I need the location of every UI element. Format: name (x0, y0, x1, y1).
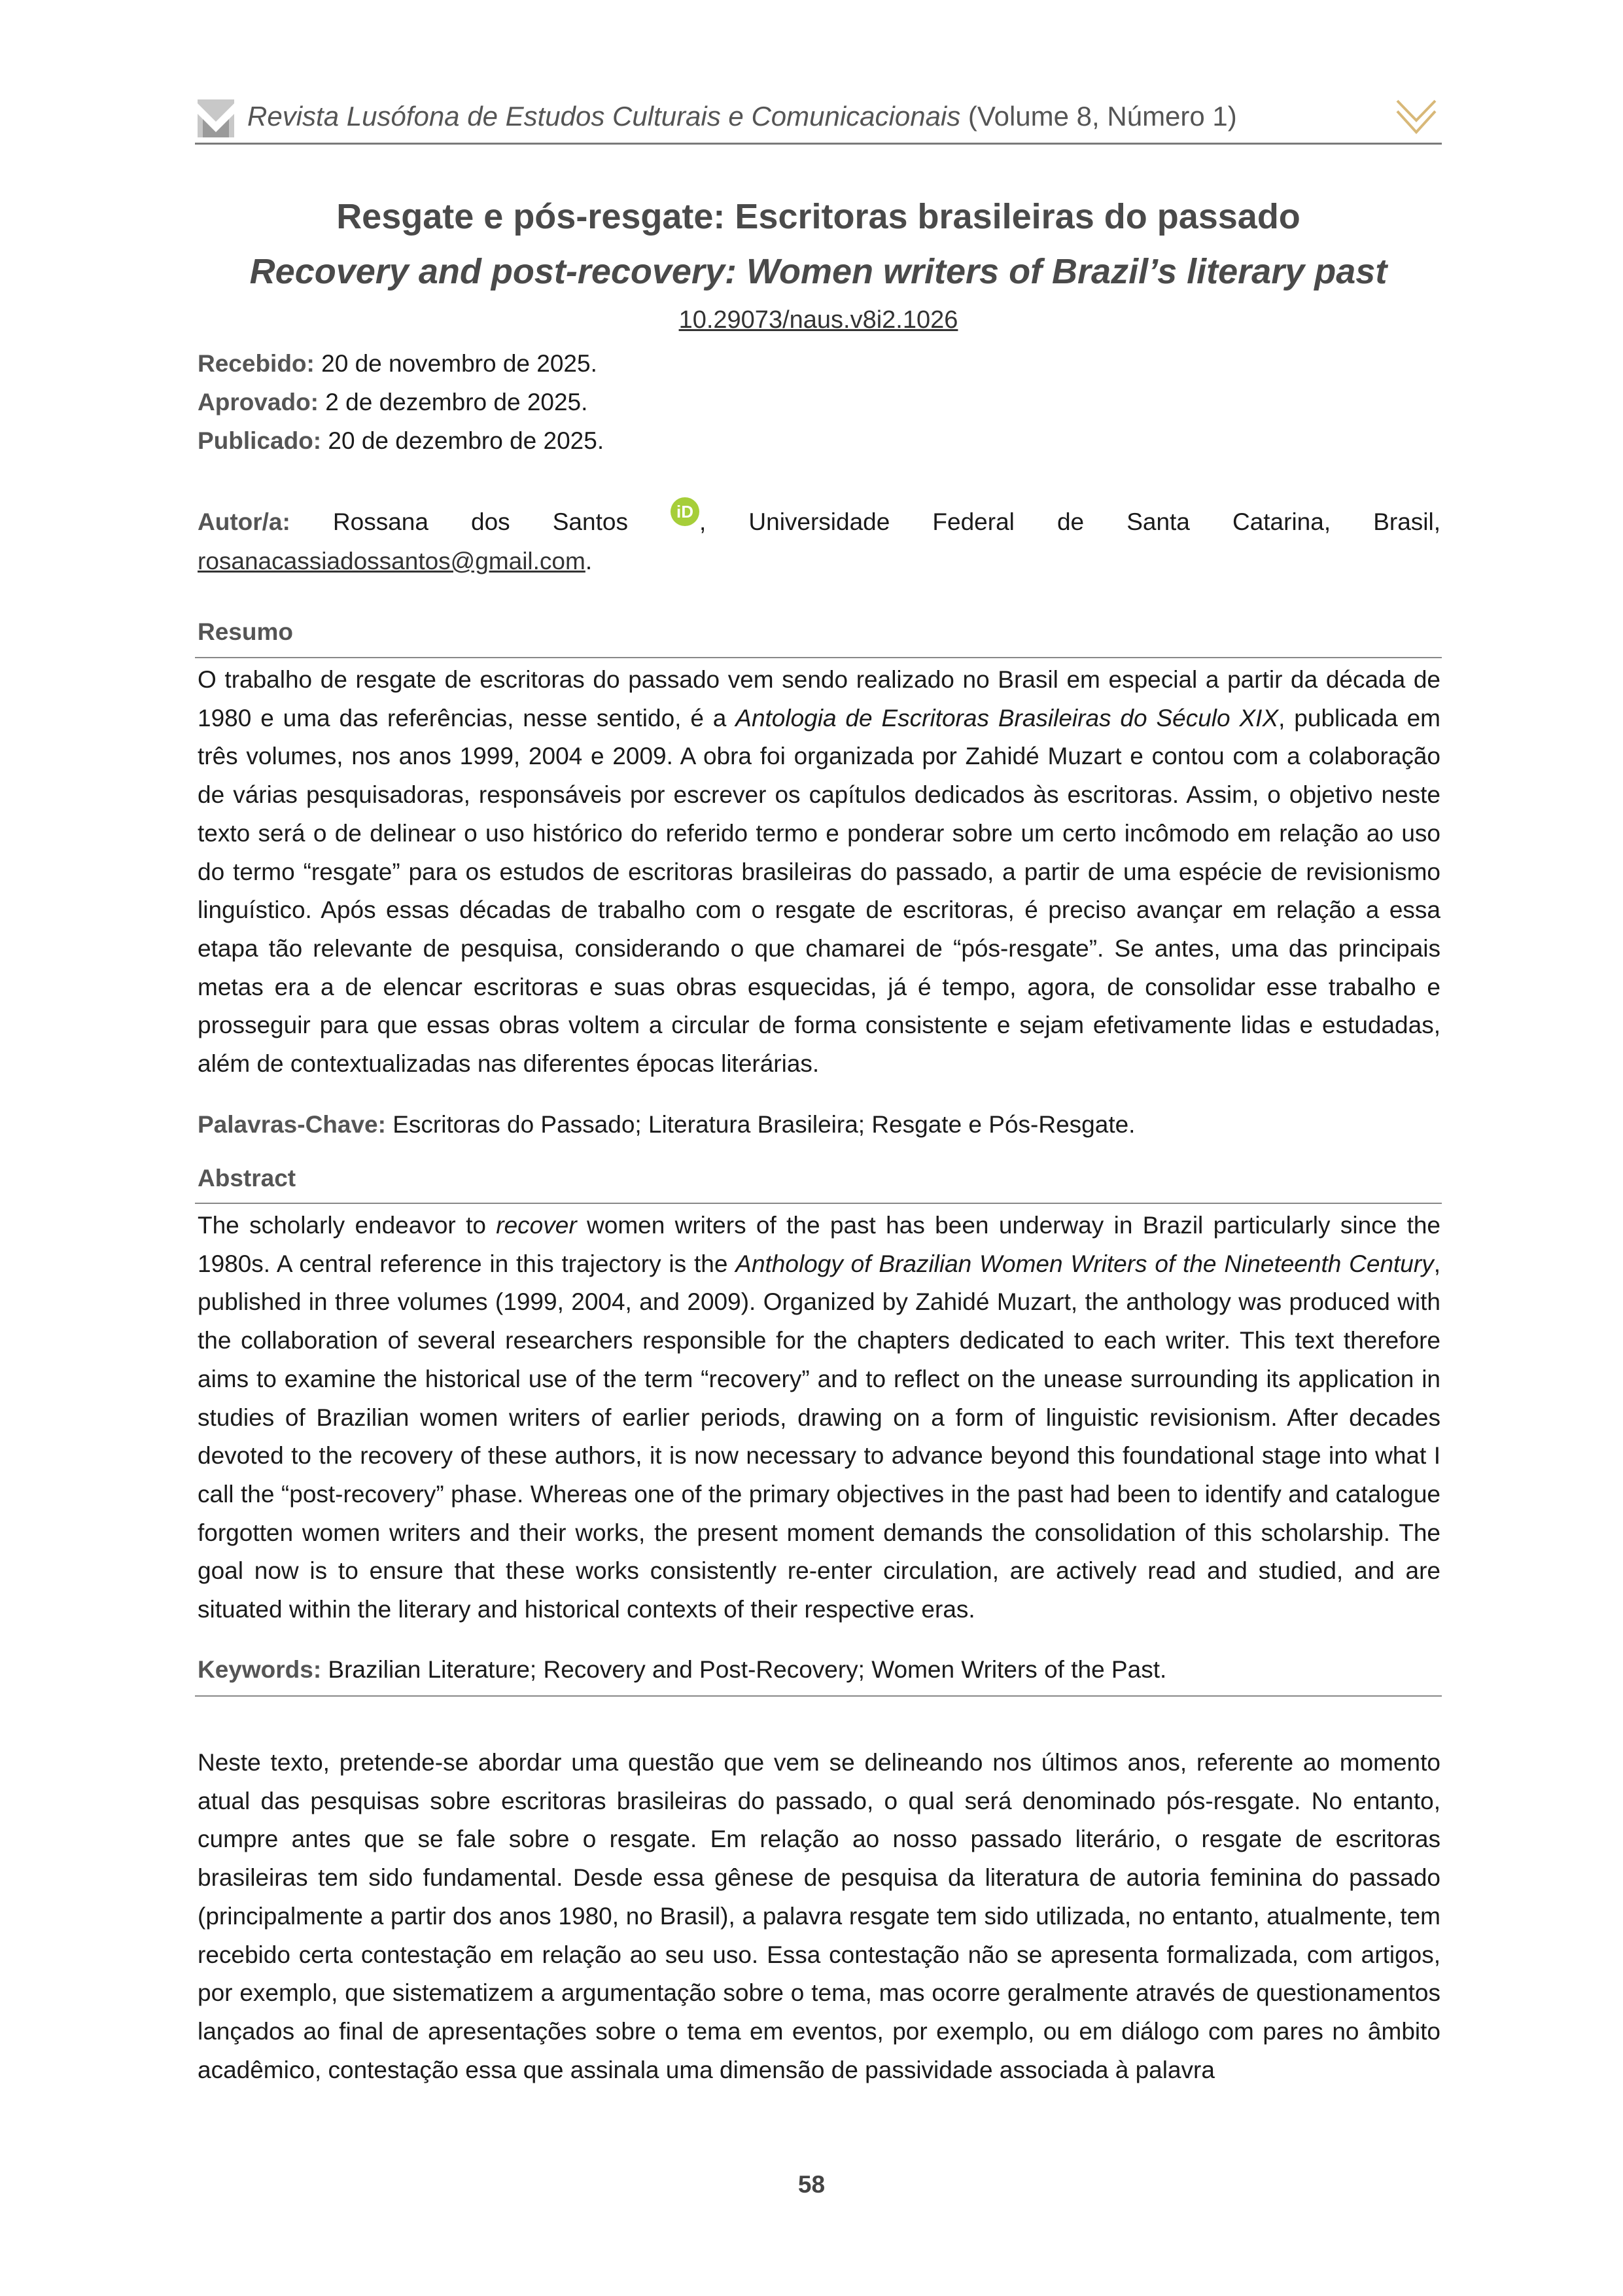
doi-link[interactable]: 10.29073/naus.v8i2.1026 (678, 306, 958, 334)
palavras-chave-label: Palavras-Chave: (198, 1111, 386, 1138)
affiliation-word: Universidade (748, 508, 890, 535)
received-value: 20 de novembro de 2025. (321, 350, 597, 377)
published-value: 20 de dezembro de 2025. (328, 427, 604, 454)
resumo-text-part: O trabalho de resgate de escritoras do passado vem sendo realizado no Brasil em especial a partir da década de 1980 e uma das referências, nesse sentido, é a (198, 666, 1440, 732)
article-title-en: Recovery and post-recovery: Women writers of Brazil’s literary past (249, 252, 1387, 291)
palavras-chave-value: Escritoras do Passado; Literatura Brasileira; Resgate e Pós-Resgate. (385, 1111, 1136, 1138)
email-line (198, 542, 1440, 581)
resumo-divider (195, 657, 1442, 658)
published-label: Publicado: (198, 427, 322, 454)
page-number: 58 (797, 2171, 826, 2198)
article-title-pt: Resgate e pós-resgate: Escritoras brasileiras do passado (336, 197, 1300, 236)
volume-info: (Volume 8, Número 1) (960, 101, 1237, 132)
author-email-link[interactable]: rosanacassiadossantos@gmail.com (198, 548, 585, 574)
approved-row (198, 383, 604, 421)
keywords (198, 1651, 1440, 1689)
author-name-word: Rossana (332, 508, 428, 535)
publication-dates (198, 344, 604, 460)
affiliation-word: Santa (1126, 508, 1190, 535)
chevron-mark-icon (1395, 94, 1438, 137)
abstract-text-part: women writers of the past has been underway in Brazil particularly since the 1980s. A central reference in this trajectory is the (198, 1212, 1441, 1277)
received-row (198, 344, 604, 383)
orcid-icon[interactable]: iD (671, 497, 699, 526)
journal-name: Revista Lusófona de Estudos Culturais e Comunicacionais (247, 101, 961, 132)
keywords-label: Keywords: (198, 1656, 322, 1683)
author-block (198, 503, 1440, 581)
resumo-text (198, 661, 1440, 1084)
keywords-value: Brazilian Literature; Recovery and Post-Recovery; Women Writers of the Past. (321, 1656, 1167, 1683)
abstract-italic-title: Anthology of Brazilian Women Writers of the Nineteenth Century (735, 1250, 1434, 1277)
keywords-divider (195, 1695, 1442, 1697)
affiliation-word: Catarina, (1232, 508, 1331, 535)
palavras-chave (198, 1106, 1440, 1144)
abstract-text-part: , published in three volumes (1999, 2004, and 2009). Organized by Zahidé Muzart, the anthology was produced with the collaboration of several researchers responsible for the chapters dedicated to each writer. This text therefore aims to examine the historical use of the term “recovery” and to reflect on the unease surrounding its application in studies of Brazilian women writers of earlier periods, drawing on a form of linguistic revisionism. After decades devoted to the recovery of these authors, it is now necessary to advance beyond this foundational stage into what I call the “post-recovery” phase. Whereas one of the primary objectives in the past had been to identify and catalogue forgotten women writers and their works, the present moment demands the consolidation of this scholarship. The goal now is to ensure that these works consistently re-enter circulation, are actively read and studied, and are situated within the literary and historical contexts of their respective eras. (198, 1250, 1440, 1623)
author-name-word: Santos (552, 508, 628, 535)
abstract-divider (195, 1203, 1442, 1204)
journal-header-text (247, 101, 1237, 132)
journal-logo-icon (198, 99, 234, 137)
header-divider (195, 143, 1442, 145)
affiliation-word: Brasil, (1373, 508, 1440, 535)
author-comma: , (699, 508, 707, 535)
affiliation-word: de (1056, 508, 1085, 535)
resumo-italic-title: Antologia de Escritoras Brasileiras do Século XIX (735, 704, 1279, 732)
abstract-text-part: The scholarly endeavor to (198, 1212, 497, 1239)
abstract-heading: Abstract (198, 1165, 296, 1192)
body-paragraph: Neste texto, pretende-se abordar uma questão que vem se delineando nos últimos anos, referente ao momento atual das pesquisas sobre escritoras brasileiras do passado, o qual será denominado pós-resgate. No entanto, cumpre antes que se fale sobre o resgate. Em relação ao nosso passado literário, o resgate de escritoras brasileiras tem sido fundamental. Desde essa gênese de pesquisa da literatura de autoria feminina do passado (principalmente a partir dos anos 1980, no Brasil), a palavra resgate tem sido utilizada, no entanto, atualmente, tem recebido certa contestação em relação ao seu uso. Essa contestação não se apresenta formalizada, com artigos, por exemplo, que sistematizem a argumentação sobre o tema, mas ocorre geralmente através de questionamentos lançados ao final de apresentações sobre o tema em eventos, por exemplo, ou em diálogo com pares no âmbito acadêmico, contestação essa que assinala uma dimensão de passividade associada à palavra (198, 1749, 1440, 2083)
resumo-heading: Resumo (198, 618, 293, 645)
approved-label: Aprovado: (198, 389, 319, 415)
received-label: Recebido: (198, 350, 315, 377)
running-header (195, 92, 1442, 144)
author-label: Autor/a: (198, 508, 290, 535)
published-row (198, 421, 604, 460)
abstract-italic: recover (496, 1212, 577, 1239)
approved-value: 2 de dezembro de 2025. (325, 389, 588, 415)
resumo-text-part: , publicada em três volumes, nos anos 1999, 2004 e 2009. A obra foi organizada por Zahidé Muzart e contou com a colaboração de várias pesquisadoras, responsáveis por escrever os capítulos dedicados às escritoras. Assim, o objetivo neste texto será o de delinear o uso histórico do referido termo e ponderar sobre um certo incômodo em relação ao uso do termo “resgate” para os estudos de escritoras brasileiras do passado, a partir de uma espécie de revisionismo linguístico. Após essas décadas de trabalho com o resgate de escritoras, é preciso avançar em relação a essa etapa tão relevante de pesquisa, considerando o que chamarei de “pós-resgate”. Se antes, uma das principais metas era a de elencar escritoras e suas obras esquecidas, já é tempo, agora, de consolidar esse trabalho e prosseguir para que essas obras voltem a circular de forma consistente e sejam efetivamente lidas e estudadas, além de contextualizadas nas diferentes épocas literárias. (198, 704, 1440, 1078)
author-name-word: dos (471, 508, 510, 535)
author-line (198, 503, 1440, 542)
email-suffix: . (585, 548, 593, 574)
affiliation-word: Federal (932, 508, 1015, 535)
orcid-wrap (671, 503, 706, 542)
abstract-text (198, 1207, 1440, 1629)
